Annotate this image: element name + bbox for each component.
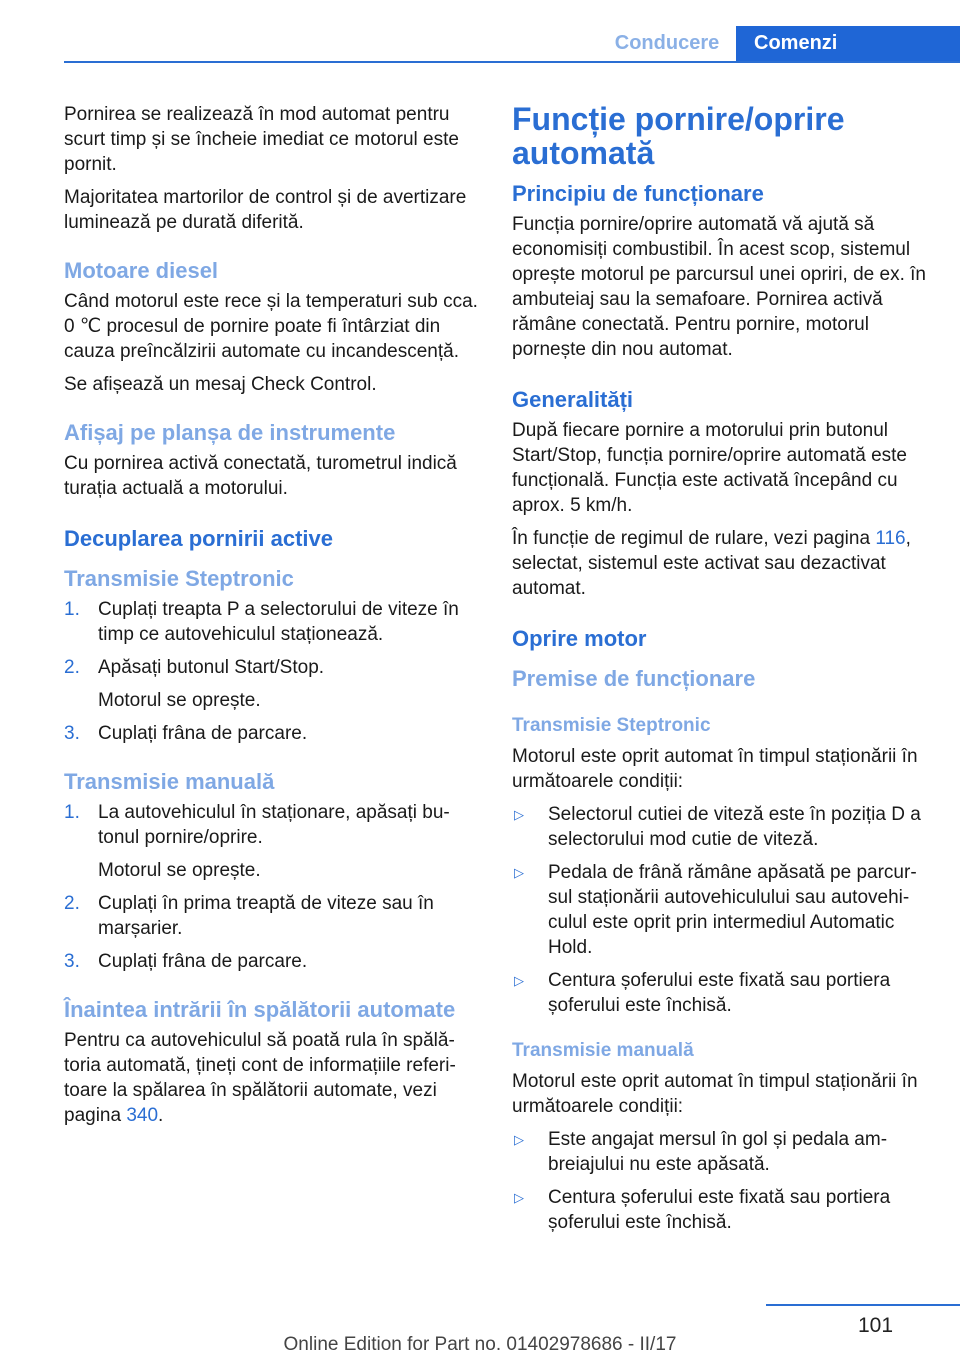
list-item	[64, 800, 482, 850]
list-text: Cuplați în prima treaptă de viteze sau în marșarier.	[98, 893, 434, 939]
right-column	[512, 102, 932, 1243]
list-text: Pedala de frână rămâne apăsată pe parcursul staționării autovehiculului sau autovehiculul este oprit prin intermediul Automatic Hold.	[548, 862, 917, 958]
bullet-triangle-icon: ▷	[514, 807, 524, 822]
header-section-conducere[interactable]: Conducere	[614, 32, 720, 54]
list-text: Apăsați butonul Start/Stop.	[98, 657, 325, 678]
bullet-triangle-icon: ▷	[514, 1132, 524, 1147]
list-text: Centura șoferului este fixată sau portiera șoferului este închisă.	[548, 1187, 891, 1233]
bullet-triangle-icon: ▷	[514, 1190, 524, 1205]
paragraph-end: .	[158, 1105, 164, 1126]
list-text: Este angajat mersul în gol și pedala ambreiajului nu este apăsată.	[548, 1129, 888, 1175]
list-text: Selectorul cutiei de viteză este în poziția D a selectorului mod cutie de viteză.	[548, 804, 921, 850]
heading-steptronic: Transmisie Steptronic	[64, 566, 294, 591]
list-text: La autovehiculul în staționare, apăsați butonul pornire/oprire.	[98, 802, 450, 848]
paragraph: Se afișează un mesaj Check Control.	[64, 374, 377, 395]
left-column	[64, 102, 482, 1136]
paragraph: După fiecare pornire a motorului prin butonul Start/Stop, funcția pornire/oprire automată este funcțională. Funcția este activată începând cu aprox. 5 km/h.	[512, 420, 907, 516]
list-item	[64, 721, 482, 746]
list-number: 1.	[64, 802, 80, 823]
list-subtext: Motorul se oprește.	[98, 860, 261, 881]
list-text: Cuplați frâna de parcare.	[98, 723, 308, 744]
bullet-triangle-icon: ▷	[514, 973, 524, 988]
heading-principiu: Principiu de funcționare	[512, 181, 764, 206]
paragraph	[64, 1028, 482, 1128]
list-text: Centura șoferului este fixată sau portiera șoferului este închisă.	[548, 970, 891, 1016]
paragraph: Motorul este oprit automat în timpul staționării în următoarele condiții:	[512, 1071, 918, 1117]
header-rule	[64, 61, 960, 63]
page-number: 101	[858, 1314, 894, 1337]
list-item	[64, 891, 482, 941]
page-link-340[interactable]: 340	[126, 1105, 159, 1126]
page-title: Funcție pornire/oprire automată	[512, 101, 845, 171]
paragraph-text: În funcție de regimul de rulare, vezi pagina	[512, 528, 871, 549]
paragraph-text: , selectat, sistemul este activat sau dezactivat automat.	[512, 528, 911, 599]
list-number: 3.	[64, 951, 80, 972]
paragraph: Motorul este oprit automat în timpul staționării în următoarele condiții:	[512, 746, 918, 792]
heading-oprire-motor: Oprire motor	[512, 626, 647, 651]
list-item	[512, 860, 932, 960]
paragraph: Pornirea se realizează în mod automat pentru scurt timp și se încheie imediat ce motorul este pornit.	[64, 104, 459, 175]
heading-premise: Premise de funcționare	[512, 666, 756, 691]
heading-manuala: Transmisie manuală	[512, 1040, 694, 1061]
paragraph: Când motorul este rece și la temperaturi sub cca. 0 ℃ procesul de pornire poate fi întârziat din cauza preîncălzirii automate cu incandescență.	[64, 291, 478, 362]
paragraph	[512, 526, 932, 601]
heading-steptronic: Transmisie Steptronic	[512, 715, 711, 736]
header-section-comenzi[interactable]: Comenzi	[736, 26, 960, 61]
list-text: Cuplați frâna de parcare.	[98, 951, 308, 972]
paragraph-text: Pentru ca autovehiculul să poată rula în spălătoria automată, țineți cont de informațiile referitoare la spălarea în spălătorii automate, vezi pagina	[64, 1030, 456, 1126]
list-item	[512, 1127, 932, 1177]
heading-decuplare: Decuplarea pornirii active	[64, 526, 333, 551]
list-item	[512, 968, 932, 1018]
list-item	[64, 949, 482, 974]
heading-motoare-diesel: Motoare diesel	[64, 258, 219, 283]
list-item	[64, 655, 482, 680]
heading-spalatorii: Înaintea intrării în spălătorii automate	[64, 997, 456, 1022]
list-number: 3.	[64, 723, 80, 744]
heading-generalitati: Generalități	[512, 387, 634, 412]
page-link-116[interactable]: 116	[875, 528, 906, 549]
list-subtext: Motorul se oprește.	[98, 690, 261, 711]
footer-edition: Online Edition for Part no. 01402978686 - II/17	[283, 1334, 677, 1355]
heading-manuala: Transmisie manuală	[64, 769, 275, 794]
bullet-triangle-icon: ▷	[514, 865, 524, 880]
list-item	[64, 597, 482, 647]
paragraph: Cu pornirea activă conectată, turometrul indică turația actuală a motorului.	[64, 453, 457, 499]
list-item	[512, 802, 932, 852]
list-text: Cuplați treapta P a selectorului de viteze în timp ce autovehiculul staționează.	[98, 599, 459, 645]
paragraph: Funcția pornire/oprire automată vă ajută să economisiți combustibil. În acest scop, sistemul oprește motorul pe parcursul unei opriri, de ex. în ambuteiaj sau la semafoare. Pornirea activă rămâne conectată. Pentru pornire, motorul pornește din nou automat.	[512, 214, 926, 360]
list-item	[512, 1185, 932, 1235]
list-number: 2.	[64, 893, 80, 914]
list-number: 2.	[64, 657, 80, 678]
heading-afisaj: Afișaj pe planșa de instrumente	[64, 420, 396, 445]
paragraph: Majoritatea martorilor de control și de avertizare luminează pe durată diferită.	[64, 187, 467, 233]
list-number: 1.	[64, 599, 80, 620]
page-number-rule	[766, 1304, 960, 1306]
